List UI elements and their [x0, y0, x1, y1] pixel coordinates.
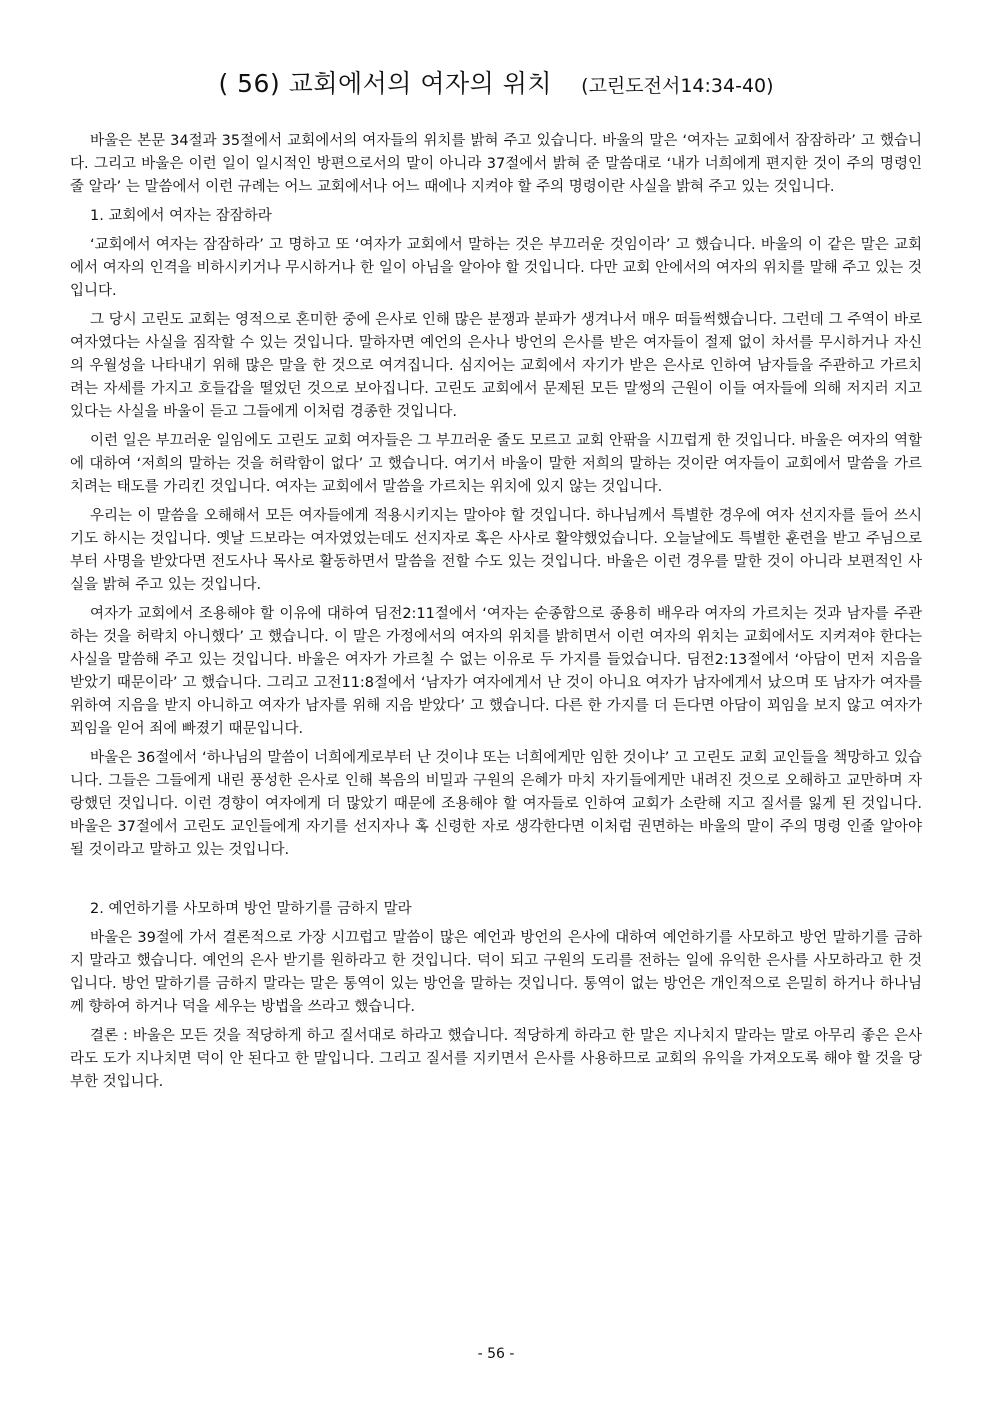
conclusion-paragraph: 결론 : 바울은 모든 것을 적당하게 하고 질서대로 하라고 했습니다. 적당하게 하라고 한 말은 지나치지 말라는 말로 아무리 좋은 은사라도 도가 지나치면 덕이 안 된다고 한 말입니다. 그리고 질서를 지키면서 은사를 사용하므로 교회의 유익을 가져오도록 해야 할 것을 당부한 것입니다. [70, 1028, 922, 1090]
intro-paragraph: 바울은 본문 34절과 35절에서 교회에서의 여자들의 위치를 밝혀 주고 있습니다. 바울의 말은 ‘여자는 교회에서 잠잠하라’ 고 했습니다. 그리고 바울은 이런 일이 일시적인 방편으로서의 말이 아니라 37절에서 밝혀 준 말씀대로 ‘내가 너희에게 편지한 것이 주의 명령인줄 알라’ 는 말씀에서 이런 규례는 어느 교회에서나 어느 때에나 지켜야 할 주의 명령이란 사실을 밝혀 주고 있는 것입니다. [70, 133, 922, 195]
page-number: - 56 - [477, 1346, 515, 1362]
section-heading-1: 1. 교회에서 여자는 잠잠하라 [90, 208, 272, 224]
title-main: ( 56) 교회에서의 여자의 위치 [218, 69, 553, 98]
body-paragraph: 그 당시 고린도 교회는 영적으로 혼미한 중에 은사로 인해 많은 분쟁과 분파가 생겨나서 매우 떠들썩했습니다. 그런데 그 주역이 바로 여자였다는 사실을 짐작할 수 있는 것입니다. 말하자면 예언의 은사나 방언의 은사를 받은 여자들이 절제 없이 차서를 무시하거나 자신의 우월성을 나타내기 위해 많은 말을 한 것으로 여겨집니다. 심지어는 교회에서 자기가 받은 은사로 인하여 남자들을 주관하고 가르치려는 자세를 가지고 호들갑을 떨었던 것으로 보아집니다. 고린도 교회에서 문제된 모든 말썽의 근원이 이들 여자들에 의해 저지러 지고 있다는 사실을 바울이 듣고 그들에게 이처럼 경종한 것입니다. [70, 312, 922, 420]
body-paragraph: 우리는 이 말씀을 오해해서 모든 여자들에게 적용시키지는 말아야 할 것입니다. 하나님께서 특별한 경우에 여자 선지자를 들어 쓰시기도 하시는 것입니다. 옛날 드보라는 여자였었는데도 선지자로 혹은 사사로 활약했었습니다. 오늘날에도 특별한 훈련을 받고 주님으로부터 사명을 받았다면 전도사나 목사로 활동하면서 말씀을 전할 수도 있는 것입니다. 바울은 이런 경우를 말한 것이 아니라 보편적인 사실을 밝혀 주고 있는 것입니다. [70, 508, 922, 593]
body-paragraph: 여자가 교회에서 조용해야 할 이유에 대하여 딤전2:11절에서 ‘여자는 순종함으로 종용히 배우라 여자의 가르치는 것과 남자를 주관하는 것을 허락치 아니했다’ 고 했습니다. 이 말은 가정에서의 여자의 위치를 밝히면서 이런 여자의 위치는 교회에서도 지켜져야 한다는 사실을 말씀해 주고 있는 것입니다. 바울은 여자가 가르칠 수 없는 이유로 두 가지를 들었습니다. 딤전2:13절에서 ‘아담이 먼저 지음을 받았기 때문이라’ 고 했습니다. 그리고 고전11:8절에서 ‘남자가 여자에게서 난 것이 아니요 여자가 남자에게서 났으며 또 남자가 여자를 위하여 지음을 받지 아니하고 여자가 남자를 위해 지음 받았다’ 고 했습니다. 다른 한 가지를 더 든다면 아담이 꾀임을 보지 않고 여자가 꾀임을 읻어 죄에 빠졌기 때문입니다. [70, 606, 922, 737]
title-scripture-reference: (고린도전서14:34-40) [581, 75, 774, 97]
body-paragraph: ‘교회에서 여자는 잠잠하라’ 고 명하고 또 ‘여자가 교회에서 말하는 것은 부끄러운 것임이라’ 고 했습니다. 바울의 이 같은 말은 교회에서 여자의 인격을 비하시키거나 무시하거나 한 일이 아님을 알아야 할 것입니다. 다만 교회 안에서의 여자의 위치를 말해 주고 있는 것입니다. [70, 237, 922, 299]
page-title [0, 64, 992, 100]
document-body [70, 130, 922, 1100]
body-paragraph: 바울은 36절에서 ‘하나님의 말씀이 너희에게로부터 난 것이냐 또는 너희에게만 임한 것이냐’ 고 고린도 교회 교인들을 책망하고 있습니다. 그들은 그들에게 내린 풍성한 은사로 인해 복음의 비밀과 구원의 은혜가 마치 자기들에게만 내려진 것으로 오해하고 교만하며 자랑했던 것입니다. 이런 경향이 여자에게 더 많았기 때문에 조용해야 할 여자들로 인하여 교회가 소란해 지고 질서를 잃게 된 것입니다. 바울은 37절에서 고린도 교인들에게 자기를 선지자나 혹 신령한 자로 생각한다면 이처럼 권면하는 바울의 말이 주의 명령 인줄 알아야 될 것이라고 말하고 있는 것입니다. [70, 750, 922, 858]
body-paragraph: 바울은 39절에 가서 결론적으로 가장 시끄럽고 말씀이 많은 예언과 방언의 은사에 대하여 예언하기를 사모하고 방언 말하기를 금하지 말라고 했습니다. 예언의 은사 받기를 원하라고 한 것입니다. 덕이 되고 구원의 도리를 전하는 일에 유익한 은사를 사모하라고 한 것입니다. 방언 말하기를 금하지 말라는 말은 통역이 있는 방언을 말하는 것입니다. 통역이 없는 방언은 개인적으로 은밀히 하거나 하나님께 향하여 하거나 덕을 세우는 방법을 쓰라고 했습니다. [70, 930, 922, 1015]
section-heading-2: 2. 예언하기를 사모하며 방언 말하기를 금하지 말라 [90, 901, 412, 917]
body-paragraph: 이런 일은 부끄러운 일임에도 고린도 교회 여자들은 그 부끄러운 줄도 모르고 교회 안팎을 시끄럽게 한 것입니다. 바울은 여자의 역할에 대하여 ‘저희의 말하는 것을 허락함이 없다’ 고 했습니다. 여기서 바울이 말한 저희의 말하는 것이란 여자들이 교회에서 말씀을 가르치려는 태도를 가리킨 것입니다. 여자는 교회에서 말씀을 가르치는 위치에 있지 않는 것입니다. [70, 433, 922, 495]
